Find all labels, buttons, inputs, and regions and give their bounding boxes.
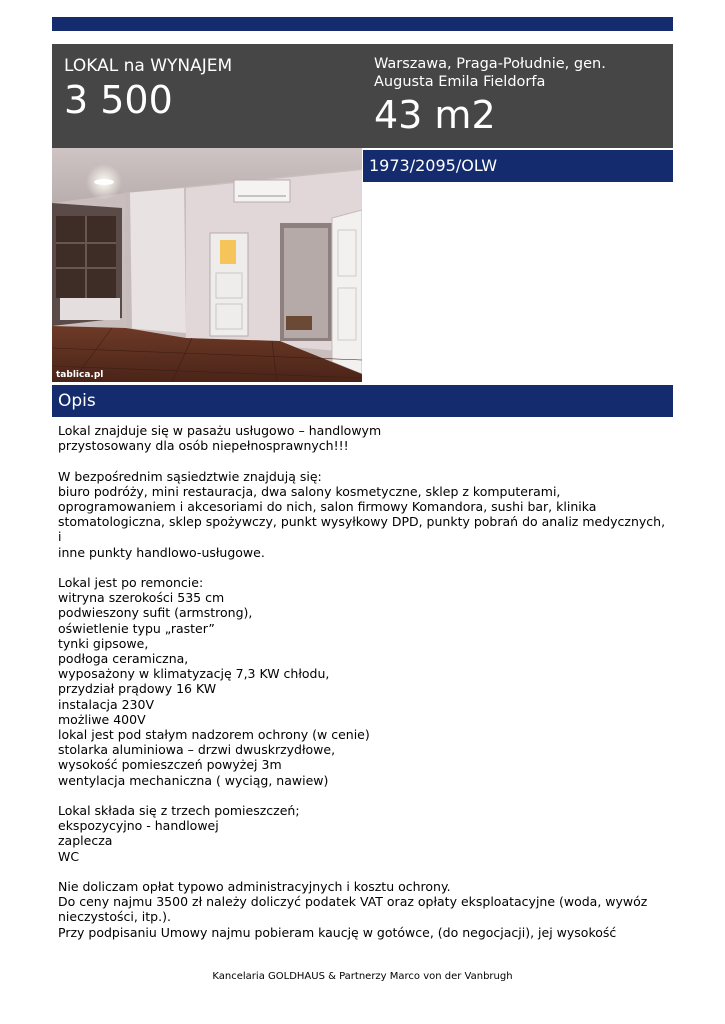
listing-header xyxy=(52,44,673,148)
listing-type: LOKAL na WYNAJEM xyxy=(64,56,233,76)
description-line: instalacja 230V xyxy=(58,696,154,712)
description-line: lokal jest pod stałym nadzorem ochrony (w cenie) xyxy=(58,727,370,743)
description-text xyxy=(58,423,668,940)
description-line: witryna szerokości 535 cm xyxy=(58,590,225,606)
description-line: inne punkty handlowo-usługowe. xyxy=(58,544,265,560)
description-line xyxy=(58,864,668,879)
top-accent-bar xyxy=(52,17,673,31)
description-line: podwieszony sufit (armstrong), xyxy=(58,605,253,621)
description-heading: Opis xyxy=(58,391,96,411)
description-line: nieczystości, itp.). xyxy=(58,909,171,925)
listing-price: 3 500 xyxy=(64,78,173,122)
description-line: Lokal jest po remoncie: xyxy=(58,575,204,590)
photo-watermark: tablica.pl xyxy=(56,370,104,380)
reference-number-bar xyxy=(363,150,673,182)
reference-number: 1973/2095/OLW xyxy=(369,156,498,175)
description-line: Przy podpisaniu Umowy najmu pobieram kaucję w gotówce, (do negocjacji), jej wysokość xyxy=(58,924,617,940)
description-line xyxy=(58,788,668,803)
listing-area: 43 m2 xyxy=(374,93,496,137)
description-line: wentylacja mechaniczna ( wyciąg, nawiew) xyxy=(58,772,329,788)
description-line: wysokość pomieszczeń powyżej 3m xyxy=(58,757,282,773)
description-line: możliwe 400V xyxy=(58,711,146,727)
description-line: podłoga ceramiczna, xyxy=(58,651,189,667)
description-line xyxy=(58,560,668,575)
description-line: W bezpośrednim sąsiedztwie znajdują się: xyxy=(58,468,322,484)
description-line: tynki gipsowe, xyxy=(58,635,149,651)
description-line: Lokal składa się z trzech pomieszczeń; xyxy=(58,803,300,819)
header-left xyxy=(64,56,232,122)
description-line: Lokal znajduje się w pasażu usługowo – handlowym xyxy=(58,423,382,438)
description-line: zaplecza xyxy=(58,833,113,849)
description-line: oświetlenie typu „raster” xyxy=(58,620,215,636)
footer-agency: Kancelaria GOLDHAUS & Partnerzy Marco von der Vanbrugh xyxy=(212,971,513,982)
description-line: Nie doliczam opłat typowo administracyjnych i kosztu ochrony. xyxy=(58,879,451,895)
description-line: oprogramowaniem i akcesoriami do nich, salon firmowy Komandora, sushi bar, klinika xyxy=(58,499,597,514)
description-line: biuro podróży, mini restauracja, dwa salony kosmetyczne, sklep z komputerami, xyxy=(58,483,561,499)
description-line: WC xyxy=(58,848,80,864)
description-line: Do ceny najmu 3500 zł należy doliczyć podatek VAT oraz opłaty eksploatacyjne (woda, wywóz xyxy=(58,894,648,910)
description-line: przystosowany dla osób niepełnosprawnych!!! xyxy=(58,438,349,454)
listing-address: Warszawa, Praga-Południe, gen. Augusta Emila Fieldorfa xyxy=(374,56,606,90)
description-line: wyposażony w klimatyzację 7,3 KW chłodu, xyxy=(58,666,330,682)
description-line xyxy=(58,453,668,468)
description-line: stomatologiczna, sklep spożywczy, punkt wysyłkowy DPD, punkty pobrań do analiz medycznych, i xyxy=(58,514,666,545)
description-line: ekspozycyjno - handlowej xyxy=(58,818,219,834)
property-photo xyxy=(52,148,362,382)
header-right xyxy=(374,55,664,137)
description-heading-bar xyxy=(52,385,673,417)
description-line: stolarka aluminiowa – drzwi dwuskrzydłowe, xyxy=(58,742,336,758)
description-line: przydział prądowy 16 KW xyxy=(58,681,217,697)
